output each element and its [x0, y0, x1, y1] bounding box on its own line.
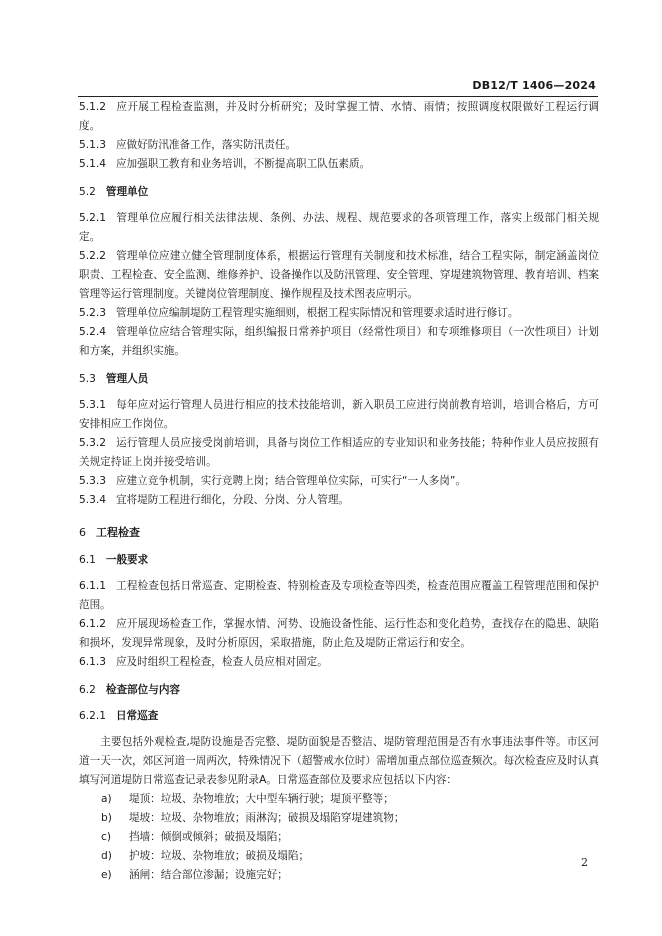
- list-item: c) 挡墙：倾倒或倾斜；破损及塌陷；: [101, 831, 288, 843]
- clause-5-3-4: 5.3.4 宜将堤防工程进行细化，分段、分岗、分人管理。: [79, 494, 350, 506]
- clause-5-2-3: 5.2.3 管理单位应编制堤防工程管理实施细则，根据工程实际情况和管理要求适时进行修订。: [79, 307, 519, 319]
- heading-5-2: 5.2 管理单位: [79, 186, 149, 198]
- clause-6-1-3: 6.1.3 应及时组织工程检查，检查人员应相对固定。: [79, 656, 328, 668]
- clause-5-1-3: 5.1.3 应做好防汛准备工作，落实防汛责任。: [79, 139, 297, 151]
- heading-6-2: 6.2 检查部位与内容: [79, 684, 181, 696]
- list-item: e) 涵闸：结合部位渗漏；设施完好；: [101, 869, 288, 881]
- list-item: b) 堤坡：垃圾、杂物堆放；雨淋沟；破损及塌陷穿堤建筑物；: [101, 812, 405, 824]
- list-item: d) 护坡：垃圾、杂物堆放；破损及塌陷；: [101, 850, 310, 862]
- document-code: DB12/T 1406—2024: [472, 79, 596, 92]
- page-number: 2: [581, 856, 588, 869]
- heading-6-1: 6.1 一般要求: [79, 554, 149, 566]
- clause-5-3-2: 5.3.2 运行管理人员应接受岗前培训，具备与岗位工作相适应的专业知识和业务技能；特种作业人员应按照有关规定持证上岗并接受培训。: [79, 437, 599, 468]
- clause-5-3-1: 5.3.1 每年应对运行管理人员进行相应的技术技能培训，新入职员工应进行岗前教育培训，培训合格后，方可安排相应工作岗位。: [79, 399, 599, 430]
- clause-5-1-4: 5.1.4 应加强职工教育和业务培训，不断提高职工队伍素质。: [79, 158, 371, 170]
- heading-5-3: 5.3 管理人员: [79, 373, 149, 385]
- clause-5-1-2: 5.1.2 应开展工程检查监测，并及时分析研究；及时掌握工情、水情、雨情；按照调度权限做好工程运行调度。: [79, 101, 599, 132]
- clause-6-1-2: 6.1.2 应开展现场检查工作，掌握水情、河势、设施设备性能、运行性态和变化趋势，查找存在的隐患、缺陷和损坏，发现异常现象，及时分析原因，采取措施，防止危及堤防正常运行和安全。: [79, 618, 599, 649]
- clause-6-1-1: 6.1.1 工程检查包括日常巡查、定期检查、特别检查及专项检查等四类，检查范围应覆盖工程管理范围和保护范围。: [79, 580, 599, 611]
- clause-5-2-1: 5.2.1 管理单位应履行相关法律法规、条例、办法、规程、规范要求的各项管理工作，落实上级部门相关规定。: [79, 212, 599, 243]
- clause-5-2-2: 5.2.2 管理单位应建立健全管理制度体系，根据运行管理有关制度和技术标准，结合工程实际，制定涵盖岗位职责、工程检查、安全监测、维修养护、设备操作以及防汛管理、安全管理、穿堤建筑物管理、教育培训、档案管理等运行管理制度。关键岗位管理制度、操作规程及技术图表应明示。: [79, 250, 599, 300]
- document-body: [79, 98, 599, 885]
- clause-5-2-4: 5.2.4 管理单位应结合管理实际，组织编报日常养护项目（经常性项目）和专项维修项目（一次性项目）计划和方案，并组织实施。: [79, 326, 599, 357]
- heading-6: 6 工程检查: [79, 526, 140, 539]
- heading-6-2-1: 6.2.1 日常巡查: [79, 710, 159, 722]
- paragraph-6-2-1: 主要包括外观检查,堤防设施是否完整、堤防面貌是否整洁、堤防管理范围是否有水事违法事件等。市区河道一天一次，郊区河道一周两次，特殊情况下（超警戒水位时）需增加重点部位巡查频次。每次检查应及时认真填写河道堤防日常巡查记录表参见附录A。日常巡查部位及要求应包括以下内容：: [79, 736, 599, 786]
- header-rule: [78, 96, 598, 97]
- clause-5-3-3: 5.3.3 应建立竞争机制，实行竞聘上岗；结合管理单位实际，可实行“一人多岗”。: [79, 475, 466, 487]
- list-item: a) 堤顶：垃圾、杂物堆放；大中型车辆行驶；堤顶平整等；: [101, 793, 394, 805]
